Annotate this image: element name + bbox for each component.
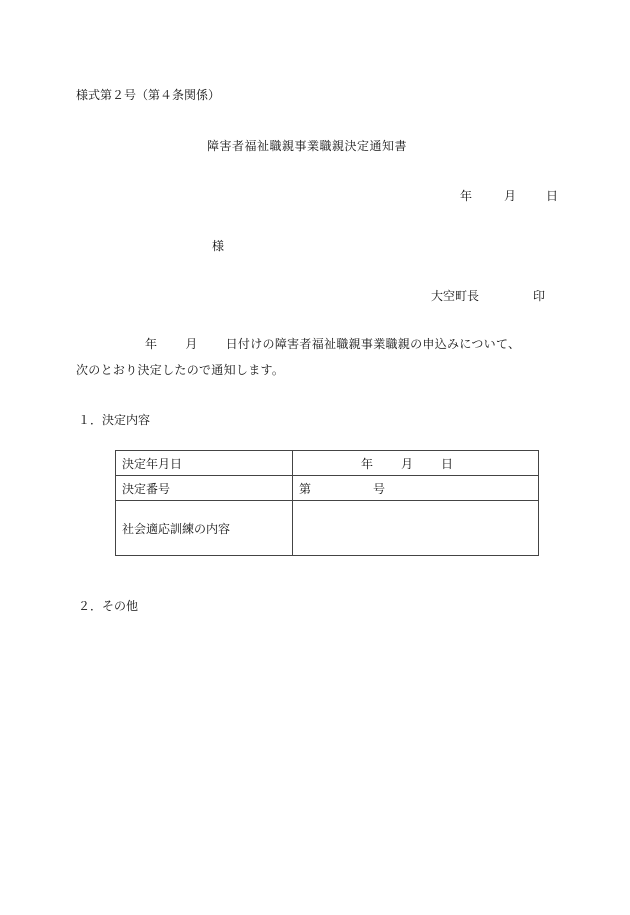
- issue-date-year: 年: [460, 189, 473, 203]
- table-row: [116, 451, 539, 476]
- decision-date-day: 日: [441, 456, 454, 471]
- decision-date-month: 月: [401, 456, 414, 471]
- decision-number-label: 決定番号: [116, 476, 293, 501]
- section-1-heading: １．決定内容: [78, 413, 151, 427]
- seal-mark: 印: [533, 289, 546, 303]
- decision-date-year: 年: [361, 456, 374, 471]
- training-content-value: [293, 501, 539, 556]
- addressee-suffix: 様: [212, 239, 225, 253]
- body-line-1: [145, 335, 520, 352]
- decision-date-value: [293, 451, 539, 476]
- document-title: 障害者福祉職親事業職親決定通知書: [207, 139, 408, 153]
- form-number: 様式第２号（第４条関係）: [76, 88, 221, 102]
- body-line-2: 次のとおり決定したので通知します。: [76, 363, 285, 377]
- sender: [431, 287, 545, 304]
- sender-name: 大空町長: [431, 289, 480, 303]
- body-text: 日付けの障害者福祉職親事業職親の申込みについて、: [225, 337, 521, 351]
- table-row: [116, 501, 539, 556]
- decision-number-suffix: 号: [373, 481, 386, 496]
- section-2-heading: ２．その他: [78, 599, 139, 613]
- body-year: 年: [145, 337, 158, 351]
- decision-number-prefix: 第: [299, 481, 312, 496]
- training-content-label: 社会適応訓練の内容: [116, 501, 293, 556]
- issue-date: [460, 187, 558, 204]
- decision-date-label: 決定年月日: [116, 451, 293, 476]
- table-row: [116, 476, 539, 501]
- decision-table: [115, 450, 539, 556]
- issue-date-day: 日: [546, 189, 559, 203]
- decision-number-value: [293, 476, 539, 501]
- body-month: 月: [185, 337, 198, 351]
- issue-date-month: 月: [504, 189, 517, 203]
